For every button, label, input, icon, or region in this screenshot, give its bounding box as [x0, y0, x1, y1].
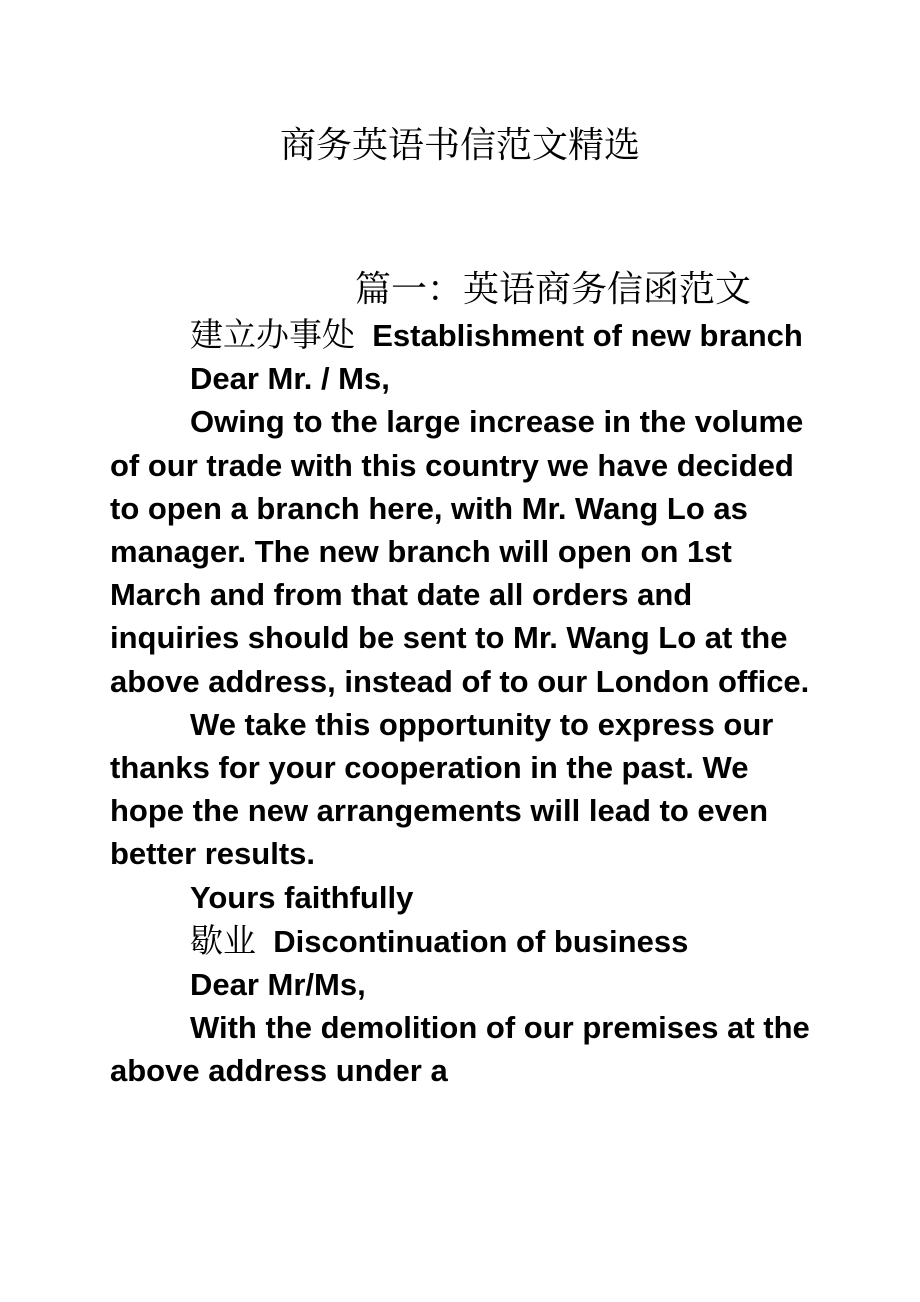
letter1-salutation: Dear Mr. / Ms,	[190, 361, 390, 397]
letter2-heading-cn: 歇业	[190, 920, 256, 960]
letter1-heading-cn: 建立办事处	[190, 315, 355, 354]
letter2-paragraph-1: With the demolition of our premises at the above address under a	[110, 1010, 810, 1089]
letter1-paragraph-1: Owing to the large increase in the volume of our trade with this country we have decided to open a branch here, with Mr. Wang Lo as manager. The new branch will open on 1st March and from that date all orders and inquiries should be sent to Mr. Wang Lo at the above address, instead of to our London office.	[110, 404, 810, 699]
letter2-heading-en: Discontinuation of business	[273, 923, 689, 959]
section-heading: 篇一：英语商务信函范文	[355, 269, 752, 310]
document-title: 商务英语书信范文精选	[279, 125, 640, 166]
letter1-closing: Yours faithfully	[190, 879, 414, 915]
letter1-heading	[110, 313, 820, 357]
letter2-heading	[110, 919, 820, 963]
letter1-heading-en: Establishment of new branch	[372, 318, 803, 353]
letter1-paragraph-2: We take this opportunity to express our thanks for your cooperation in the past. We hope the new arrangements will lead to even better results.	[110, 706, 774, 872]
letter2-salutation: Dear Mr/Ms,	[190, 967, 366, 1003]
letters-body	[110, 313, 820, 1093]
